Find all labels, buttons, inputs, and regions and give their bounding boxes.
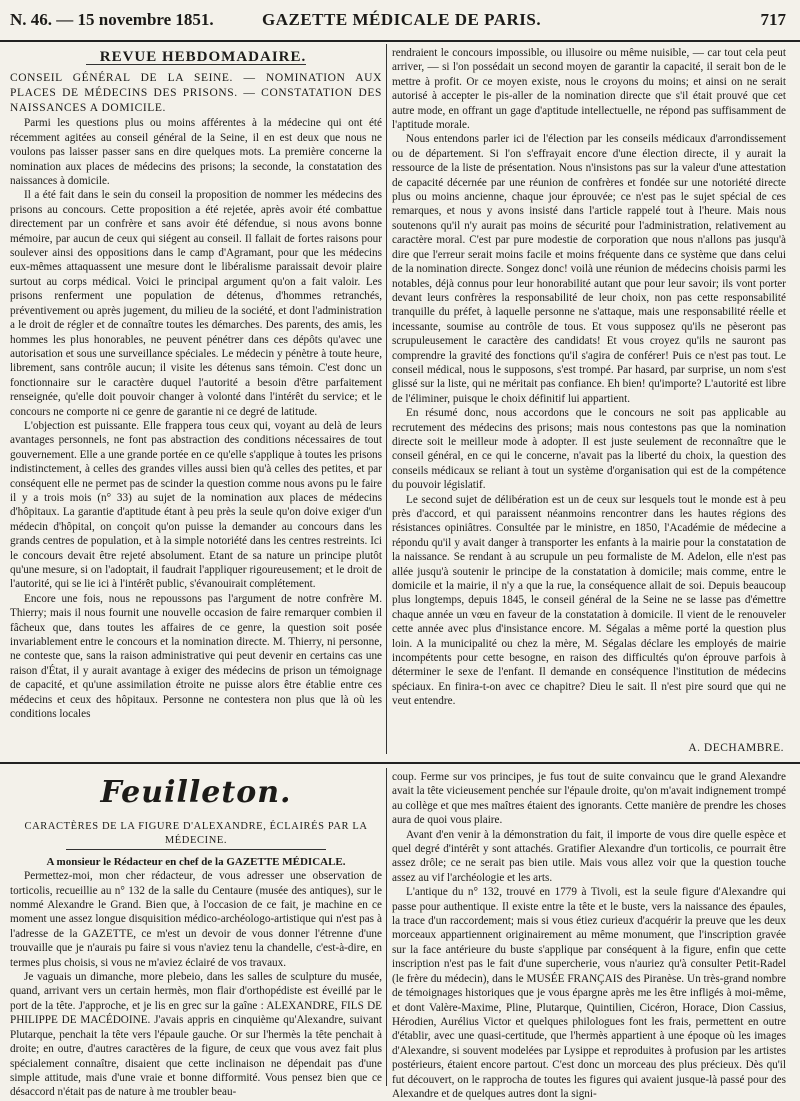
paragraph: Il a été fait dans le sein du conseil la proposition de nommer les médecins des prisons au concours. Cette proposition a été rejetée, après avoir été combattue directement par un confrère et sans avoir été défendue, si nous avons bonne mémoire, par aucun de ceux qui siégent au conseil. Il fallait de fortes raisons pour soulever ainsi des oppositions dans le camp d'Agramant, pour que les médecins eux-mêmes attaquassent une mesure dont le libéralisme paraissait devoir plaire surtout au corps médical. Voici le principal argument qu'on a fait valoir. Les prisons renferment une population de détenus, d'hommes retranchés, préventivement ou après jugement, du milieu de la société, et dont l'administration a le droit de régler et de connaître toutes les démarches. Des parents, des amis, les hommes les plus honorables, ne peuvent pénétrer dans ces dépôts qu'avec une autorisation et sous une surveillance spéciales. Le médecin y pénètre à toute heure, librement, sans contrôle aucun; il visite les détenus sans témoin. C'est donc un fonctionnaire sur le caractère duquel l'autorité a besoin d'être parfaitement renseignée, qu'elle doit pouvoir changer à volonté dans l'intérêt du service; et le concours ne comporte ni ce genre de garantie ni ce degré de latitude. bbox=[10, 189, 382, 418]
paragraph: L'objection est puissante. Elle frappera tous ceux qui, voyant au delà de leurs avantages personnels, ne font pas abstraction des conditions nécessaires de tout gouvernement. Elle a une grande portée en ce qu'elle s'applique à toutes les prisons indistinctement, à celles des grandes villes aussi bien qu'à celles des petites, et par conséquent elle ne permet pas de scinder la question comme nous avons pu le faire il y a trois mois (n° 33) au sujet de la nomination aux places de médecins d'hôpitaux. La garantie d'aptitude étant à peu près la seule qu'on doive exiger d'un médecin d'hôpital, on conçoit qu'on puisse la demander au concours dans les grands centres de population, et à la simple notoriété dans les centres restreints. Ici le concours devait être rejeté absolument. Etant de sa nature un principe plutôt qu'une mesure, si on l'adoptait, il faudrait l'appliquer rigoureusement; et le droit de l'autorité, qui se lie ici à l'intérêt public, s'évanouirait complétement. bbox=[10, 419, 382, 591]
paragraph: Le second sujet de délibération est un de ceux sur lesquels tout le monde est à peu près d'accord, et qui paraissent néanmoins rencontrer dans les hautes régions des résistances opiniâtres. Consultée par le ministre, en 1850, l'Académie de médecine a répondu qu'il y avait danger à transporter les enfants à la mairie pour la constatation de la naissance. Se rendant à au scrupule un peu formaliste de M. Adelon, elle n'est pas allée jusqu'à soutenir le principe de la constatation à domicile; mais comme, entre le domicile et la mairie, il n'y a que la rue, la conséquence allait de soi. Depuis beaucoup plus longtemps, depuis 1845, le conseil général de la Seine ne se lasse pas d'émettre chaque année un vœu en faveur de la constatation à domicile. Il vient de le renouveler cette année avec plus d'insistance encore. M. Ségalas a même porté la question plus loin. A la municipalité ou chez la mère, M. Ségalas déclare les employés de mairie incompétents pour cette besogne, en raison des difficultés qu'on éprouve parfois à déterminer le sexe de l'enfant. Il demande en conséquence l'institution de médecins spéciaux. En finira-t-on avec ce chapitre? Dieu le sait. Il n'est pire sourd que qui ne veut entendre. bbox=[392, 493, 786, 708]
page-number: 717 bbox=[760, 10, 786, 29]
feuilleton-right-column bbox=[392, 770, 786, 1100]
journal-title: GAZETTE MÉDICALE DE PARIS. bbox=[262, 10, 542, 29]
revue-title: REVUE HEBDOMADAIRE. bbox=[99, 49, 307, 65]
paragraph: En résumé donc, nous accordons que le concours ne soit pas applicable au recrutement des médecins des prisons; mais nous contestons pas que la nomination directe soit le meilleur mode à adopter. Il est juste seulement de reconnaître que le conseil général, en ce qui le concerne, n'avait pas la liberté du choix, la question des conseils médicaux se reliant à tout un système d'organisation qui est de la compétence du pouvoir législatif. bbox=[392, 407, 786, 492]
feuilleton-title: Feuilleton. bbox=[100, 775, 292, 810]
feuilleton-address: A monsieur le Rédacteur en chef de la GAZETTE MÉDICALE. bbox=[46, 855, 346, 868]
paragraph: Je vaguais un dimanche, more plebeio, dans les salles de sculpture du musée, quand, arrivant vers un certain hermès, mon flair d'orthopédiste est éveillé par le port de la tête. J'approche, et je lis en grec sur la gaîne : ALEXANDRE, FILS DE PHILIPPE DE MACÉDOINE. J'avais appris en cinquième qu'Alexandre, suivant Plutarque, penchait la tête vers l'épaule gauche. Or sur l'hermès la tête penchait à droite; en outre, d'autres caractères de la figure, de ceux que vous avez fait plus spécialement connaître, disaient que cette inclinaison ne dépendait pas d'une simple attitude, mais d'une vraie et bonne difformité. Vous pensez bien que ce désaccord n'était pas de nature à me troubler beau- bbox=[10, 971, 382, 1099]
paragraph: rendraient le concours impossible, ou illusoire ou même nuisible, — car tout cela peut arriver, — si l'on possédait un second moyen de garantir la capacité, il serait bon de le mettre à profit. Or ce moyen existe, nous le croyons du moins; et ainsi on ne serait autorisé à accepter le pis-aller de la nomination directe que s'il était prouvé que cet autre mode, en offrant un gage d'aptitude intellectuelle, ne répond pas suffisamment de l'aptitude morale. bbox=[392, 47, 786, 132]
subtitle-underline bbox=[66, 849, 326, 850]
paragraph: L'antique du n° 132, trouvé en 1779 à Tivoli, est la seule figure d'Alexandre qui passe pour authentique. Il existe entre la tête et le buste, vers la naissance des épaules, la trace d'un raccordement; mais si vous étiez curieux d'acquérir la preuve que les deux morceaux appartiennent originairement au même monument, que l'inscription gravée sur la face antérieure du buste s'applique par conséquent à la figure, enfin que cette inscription n'est pas le fait d'une supercherie, vous n'auriez qu'à consulter Petit-Radel (le frère du médecin), dans le MUSÉE FRANÇAIS des Piranèse. Un très-grand nombre de témoignages historiques que je vous épargne après me les être infligés à moi-même, et dont Valère-Maxime, Pline, Plutarque, Quintilien, Cicéron, Horace, Dion Cassius, Hérodien, Aurélius Victor et quelques philologues font les frais, permettent en outre d'établir, avec une quasi-certitude, que l'hermès appartient à une époque où les images d'Alexandre, si souvent modelées par Lysippe et reproduites à profusion par les artistes postérieurs, étaient encore partout. C'est donc un morceau des plus précieux. Dès qu'il fut découvert, on le rapprocha de toutes les figures qui avaient jusque-là passé pour des Alexandre et de quelques autres dont la signi- bbox=[392, 886, 786, 1100]
paragraph: Nous entendons parler ici de l'élection par les conseils médicaux d'arrondissement ou de département. Si l'on s'effrayait encore d'une élection directe, il y aurait la ressource de la liste de présentation. Nous n'insistons pas sur la valeur d'une attestation de capacité décernée par une réunion de confrères et fondée sur une notoriété directe plus ou moins ancienne, chaque jour éprouvée; ce n'est pas le sujet spécial de ces remarques, et nous y avons insisté dans l'article rappelé tout à l'heure. Mais nous soutenons qu'il n'y aurait pas moins de sécurité pour l'administration, relativement au caractère moral. C'est par pure modestie de corporation que nous n'allons pas jusqu'à dire que l'erreur serait moins facile et moins fréquente dans ce système que dans celui de la nomination directe. Songez donc! voilà une réunion de médecins choisis parmi les notables, déjà connus pour leur honorabilité autant que pour leur savoir; ils vont porter devant leurs confrères la responsabilité de leur choix, non pas cette responsabilité tranquille du préfet, à laquelle personne ne s'attaque, mais une responsabilité réelle et incessante, soumise au contrôle de tous. Et vous supposez qu'ils ne pèseront pas scrupuleusement le caractère des candidats! Et vous croyez qu'ils ne sauront pas comprendre la gravité des fonctions qu'il s'agira de conférer! Puis ce n'est pas tout. Le conseil médical, nous le supposons, s'est trompé. Par hasard, par surprise, un nom s'est glissé sur la liste, qui ne méritait pas confiance. Eh bien! qu'importe? L'autorité est libre de l'éliminer, puisque le choix définitif lui appartient. bbox=[392, 133, 786, 405]
section-divider bbox=[0, 762, 800, 764]
revue-right-column bbox=[392, 46, 786, 746]
paragraph: coup. Ferme sur vos principes, je fus tout de suite convaincu que le grand Alexandre avait la tête vicieusement penchée sur l'épaule droite, qu'on m'avait indignement trompé au collège et que mes maîtres étaient des ignorants. Cette manière de prendre les choses aura de quoi vous plaire. bbox=[392, 771, 786, 827]
paragraph: Parmi les questions plus ou moins afférentes à la médecine qui ont été récemment agitées au conseil général de la Seine, il en est deux que nous ne voulons pas laisser passer sans en dire quelques mots. La première concerne la nomination aux places de médecins des prisons; la seconde, la constatation des naissances à domicile. bbox=[10, 117, 382, 188]
feuilleton-subtitle: CARACTÈRES DE LA FIGURE D'ALEXANDRE, ÉCLAIRÉS PAR LA MÉDECINE. bbox=[24, 821, 368, 847]
paragraph: Avant d'en venir à la démonstration du fait, il importe de vous dire quelle espèce et quel degré d'intérêt y sont attachés. Gratifier Alexandre d'un torticolis, ce pourrait être assez drôle; ce ne serait pas bien utile. Mais vous allez voir que la question touche assez au vif l'archéologie et les arts. bbox=[392, 828, 786, 884]
feuilleton-left-column bbox=[10, 770, 382, 1099]
paragraph: Encore une fois, nous ne repoussons pas l'argument de notre confrère M. Thierry; mais il nous fournit une nouvelle occasion de faire remarquer combien il fâcheux que, dans toutes les affaires de ce genre, la question soit posée invariablement entre le concours et la nomination directe. M. Thierry, ni personne, ne conteste que, sans la raison administrative qui peut devenir en certains cas une raison d'État, il y aurait avantage à exiger des médecins de prison un témoignage de capacité, et qu'une assimilation étroite ne puisse alors être établie entre ces médecins et ceux des hôpitaux. Personne ne contestera non plus que là où les conditions locales bbox=[10, 592, 382, 721]
column-divider-top bbox=[386, 44, 387, 754]
revue-left-column bbox=[10, 50, 382, 750]
revue-subtitle: CONSEIL GÉNÉRAL DE LA SEINE. — NOMINATION AUX PLACES DE MÉDECINS DES PRISONS. — CONSTATATION DES NAISSANCES A DOMICILE. bbox=[10, 72, 382, 115]
page-header bbox=[0, 0, 800, 42]
column-divider-bottom bbox=[386, 768, 387, 1086]
issue-number: N. 46. — 15 novembre 1851. bbox=[10, 10, 214, 29]
paragraph: Permettez-moi, mon cher rédacteur, de vous adresser une observation de torticolis, recueillie au n° 132 de la salle du Centaure (musée des antiques), sur le nommé Alexandre le Grand. Bien que, à l'occasion de ce fait, je machine en ce moment une assez longue disquisition médico-archéologo-artistique qui n'est pas à l'adresse de la GAZETTE, ce m'est un devoir de vous donner l'étrenne d'une trouvaille que je n'aurais pu faire si vous n'aviez tenu la chandelle, c'est-à-dire, en termes plus choisis, si vous ne m'aviez éclairé de vos travaux. bbox=[10, 870, 382, 969]
author-signature: A. DECHAMBRE. bbox=[688, 742, 784, 754]
